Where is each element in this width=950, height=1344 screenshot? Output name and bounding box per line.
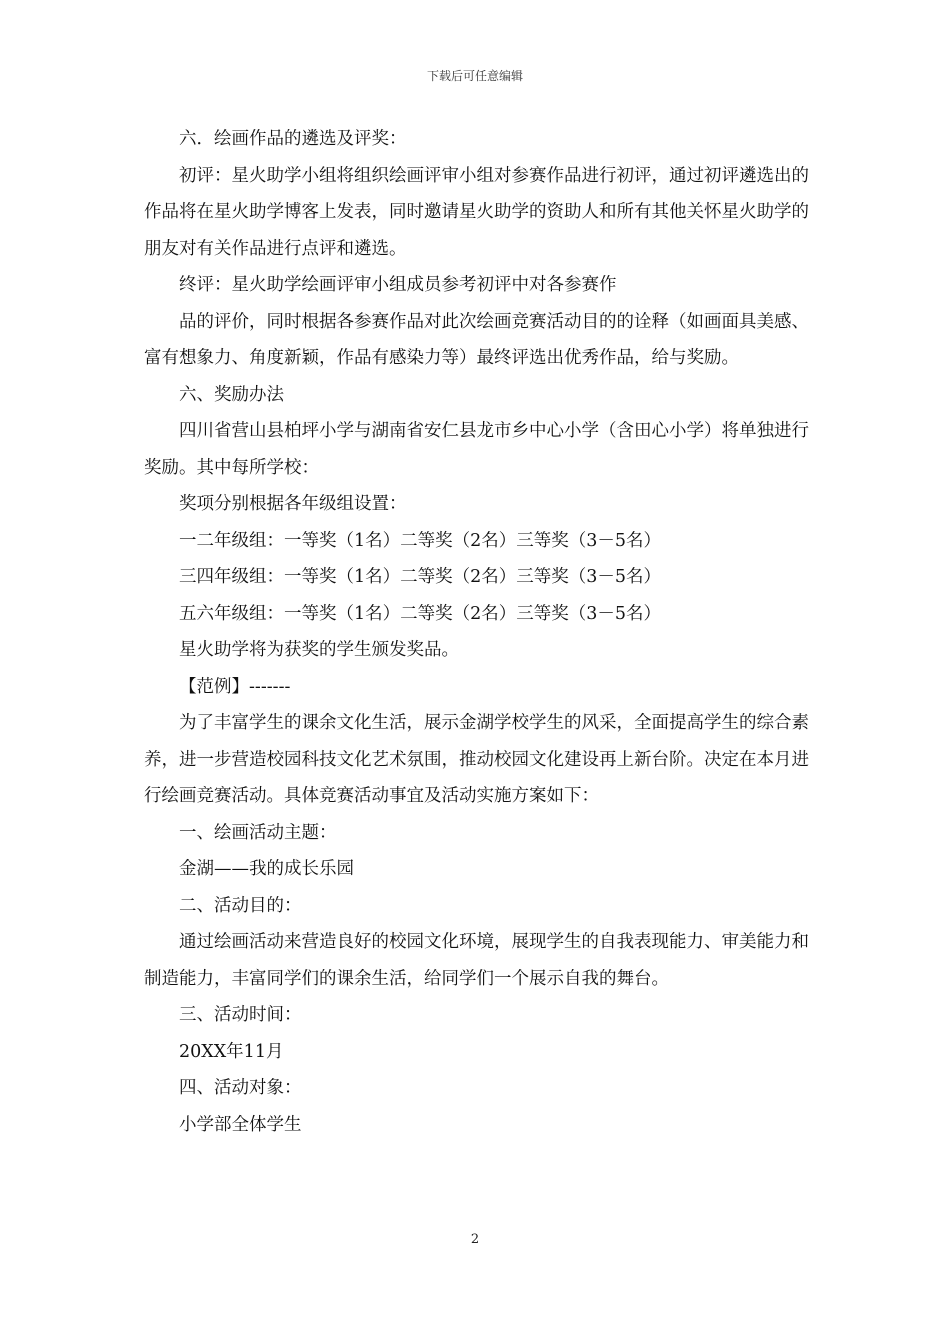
paragraph-participants: 小学部全体学生 bbox=[179, 1114, 302, 1135]
example-marker: 【范例】------- bbox=[179, 676, 291, 697]
paragraph-schools: 四川省营山县柏坪小学与湖南省安仁县龙市乡中心小学（含田心小学）将单独进行奖励。其中每所学校： bbox=[144, 421, 809, 478]
paragraph-preliminary-review: 初评：星火助学小组将组织绘画评审小组对参赛作品进行初评，通过初评遴选出的作品将在星火助学博客上发表，同时邀请星火助学的资助人和所有其他关怀星火助学的朋友对有关作品进行点评和遴选。 bbox=[144, 165, 809, 259]
paragraph-award-categories: 奖项分别根据各年级组设置： bbox=[179, 494, 407, 514]
section-heading-selection: 六．绘画作品的遴选及评奖： bbox=[179, 129, 407, 149]
page-number: 2 bbox=[470, 1232, 480, 1247]
award-line-grade-5-6: 五六年级组：一等奖（1名）二等奖（2名）三等奖（3－5名） bbox=[179, 603, 662, 624]
paragraph-prizes: 星火助学将为获奖的学生颁发奖品。 bbox=[179, 640, 459, 660]
award-line-grade-3-4: 三四年级组：一等奖（1名）二等奖（2名）三等奖（3－5名） bbox=[179, 567, 662, 587]
section-heading-participants: 四、活动对象： bbox=[179, 1078, 302, 1098]
paragraph-final-review: 终评：星火助学绘画评审小组成员参考初评中对各参赛作 bbox=[179, 275, 617, 295]
paragraph-intro: 为了丰富学生的课余文化生活，展示金湖学校学生的风采，全面提高学生的综合素养，进一步营造校园科技文化艺术氛围，推动校园文化建设再上新台阶。决定在本月进行绘画竞赛活动。具体竞赛活动事宜及活动实施方案如下： bbox=[144, 713, 809, 806]
section-heading-purpose: 二、活动目的： bbox=[179, 895, 302, 916]
page-header: 下载后可任意编辑 bbox=[426, 69, 523, 83]
paragraph-purpose: 通过绘画活动来营造良好的校园文化环境，展现学生的自我表现能力、审美能力和制造能力，丰富同学们的课余生活，给同学们一个展示自我的舞台。 bbox=[144, 932, 809, 989]
section-heading-time: 三、活动时间： bbox=[179, 1005, 302, 1025]
award-line-grade-1-2: 一二年级组：一等奖（1名）二等奖（2名）三等奖（3－5名） bbox=[179, 530, 662, 551]
document-body bbox=[144, 121, 809, 1143]
section-heading-theme: 一、绘画活动主题： bbox=[179, 822, 337, 843]
section-heading-awards: 六、奖励办法 bbox=[179, 384, 284, 405]
paragraph-theme: 金湖——我的成长乐园 bbox=[179, 859, 354, 879]
paragraph-time: 20XX年11月 bbox=[179, 1041, 284, 1062]
paragraph-final-review-continued: 品的评价，同时根据各参赛作品对此次绘画竞赛活动目的的诠释（如画面具美感、富有想象力、角度新颖，作品有感染力等）最终评选出优秀作品，给与奖励。 bbox=[144, 311, 809, 368]
